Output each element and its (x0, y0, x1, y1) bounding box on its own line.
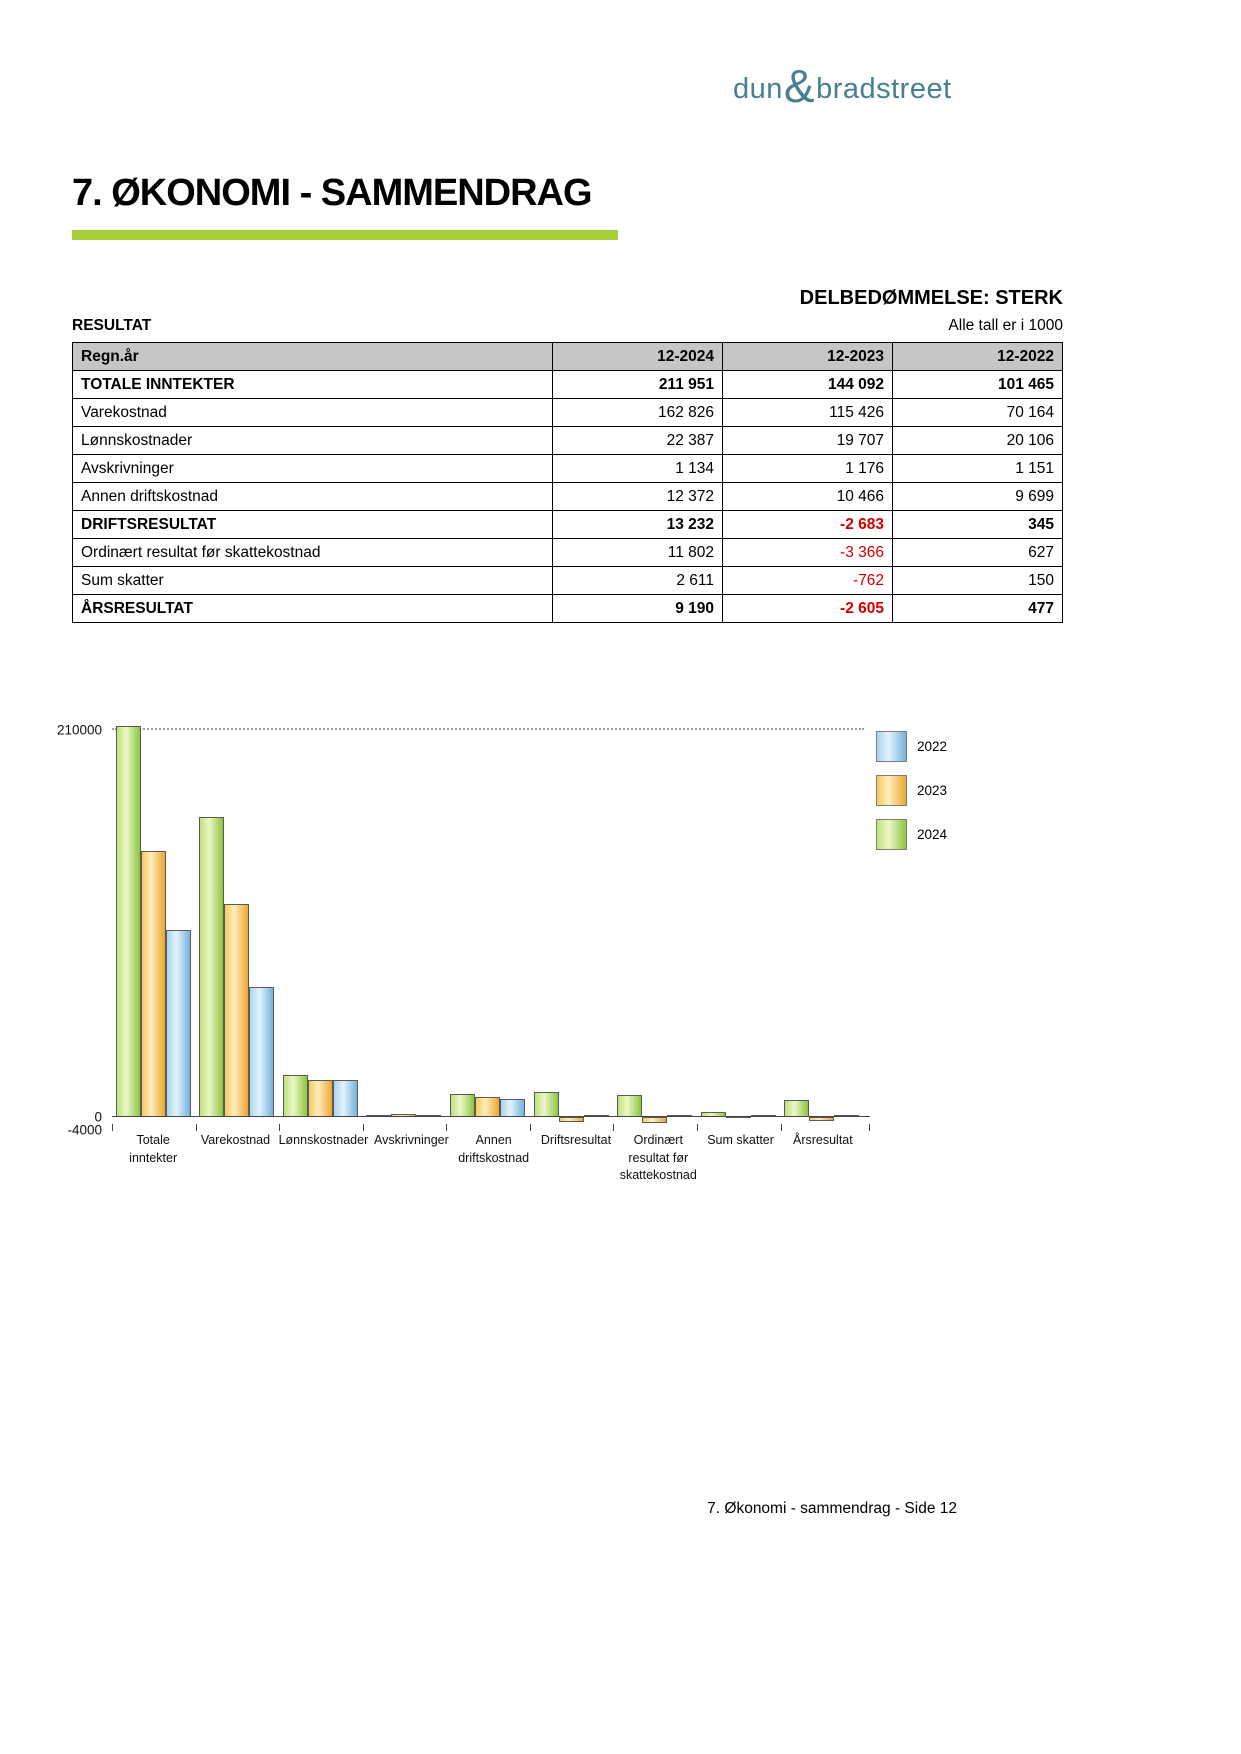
bar-2023-col2 (224, 904, 249, 1117)
bar-2022-col1 (166, 930, 191, 1117)
row-label: Avskrivninger (73, 455, 553, 483)
bar-2024-col7 (617, 1095, 642, 1117)
logo-text-dun: dun (733, 72, 783, 105)
row-value: 70 164 (893, 399, 1063, 427)
row-value: 1 151 (893, 455, 1063, 483)
rowlabel-column-header: Regn.år (73, 343, 553, 371)
row-value: 115 426 (723, 399, 893, 427)
x-axis-tick (279, 1124, 280, 1131)
row-value: 477 (893, 595, 1063, 623)
bar-2023-col3 (308, 1080, 333, 1116)
row-label: Sum skatter (73, 567, 553, 595)
bar-2024-col1 (116, 726, 141, 1117)
bar-2024-col9 (784, 1100, 809, 1117)
table-row (73, 399, 1063, 427)
table-row (73, 483, 1063, 511)
row-label: Ordinært resultat før skattekostnad (73, 539, 553, 567)
table-row (73, 595, 1063, 623)
bar-chart (56, 722, 864, 1138)
row-value: 12 372 (553, 483, 723, 511)
dun-bradstreet-logo (733, 60, 952, 112)
legend-label: 2023 (917, 783, 948, 798)
table-row (73, 427, 1063, 455)
x-axis-category-label: Sum skatter (707, 1133, 774, 1147)
page-footer: 7. Økonomi - sammendrag - Side 12 (707, 1500, 957, 1517)
bar-2024-col2 (199, 817, 224, 1117)
x-axis-category-label: Driftsresultat (540, 1133, 612, 1147)
table-header-row (73, 343, 1063, 371)
row-value: 13 232 (553, 511, 723, 539)
x-axis-tick (112, 1124, 113, 1131)
x-axis-tick (613, 1124, 614, 1131)
row-value: 20 106 (893, 427, 1063, 455)
financial-results-table (72, 342, 1063, 623)
legend-label: 2022 (917, 739, 948, 754)
y-axis-label: 210000 (56, 722, 102, 738)
year-column-header: 12-2022 (893, 343, 1063, 371)
x-axis-category-label: Lønnskostnader (278, 1133, 369, 1147)
table-row (73, 539, 1063, 567)
row-label: ÅRSRESULTAT (73, 595, 553, 623)
bar-group (697, 726, 781, 1124)
row-value: -2 605 (723, 595, 893, 623)
bar-group (112, 726, 196, 1124)
x-axis-tick (869, 1124, 870, 1131)
legend-swatch-2023 (876, 775, 907, 806)
bar-2024-col3 (283, 1075, 308, 1116)
bar-group (613, 726, 697, 1124)
bar-2023-col9 (809, 1117, 834, 1122)
units-note: Alle tall er i 1000 (948, 317, 1063, 334)
bar-group (446, 726, 530, 1124)
x-axis-tick (697, 1124, 698, 1131)
legend-swatch-2024 (876, 819, 907, 850)
x-axis-category-label: Årsresultat (792, 1133, 853, 1147)
table-row (73, 567, 1063, 595)
bar-2023-col1 (141, 851, 166, 1117)
row-value: -3 366 (723, 539, 893, 567)
y-axis-label: 0 (94, 1109, 102, 1125)
row-value: 345 (893, 511, 1063, 539)
x-axis-tick (781, 1124, 782, 1131)
row-label: DRIFTSRESULTAT (73, 511, 553, 539)
bar-group (781, 726, 865, 1124)
legend-label: 2024 (917, 827, 948, 842)
bar-group (196, 726, 280, 1124)
row-value: 19 707 (723, 427, 893, 455)
bar-2022-col5 (500, 1099, 525, 1117)
x-axis-category-label: Varekostnad (200, 1133, 271, 1147)
title-underline-bar (72, 230, 618, 240)
row-value: 1 134 (553, 455, 723, 483)
bar-group (530, 726, 614, 1124)
x-axis-category-label: Totale inntekter (129, 1133, 178, 1165)
row-value: -2 683 (723, 511, 893, 539)
x-axis-tick (446, 1124, 447, 1131)
page-title: 7. ØKONOMI - SAMMENDRAG (72, 172, 592, 214)
row-label: Annen driftskostnad (73, 483, 553, 511)
legend-swatch-2022 (876, 731, 907, 762)
y-axis-label: -4000 (67, 1122, 102, 1138)
row-value: 150 (893, 567, 1063, 595)
logo-text-bradstreet: bradstreet (816, 72, 952, 105)
chart-legend (876, 731, 947, 863)
legend-item (876, 775, 947, 806)
bar-2024-col6 (534, 1092, 559, 1116)
year-column-header: 12-2023 (723, 343, 893, 371)
x-axis-tick (530, 1124, 531, 1131)
row-value: 2 611 (553, 567, 723, 595)
x-axis-category-label: Ordinært resultat før skattekostnad (619, 1133, 697, 1182)
row-value: 1 176 (723, 455, 893, 483)
row-label: Lønnskostnader (73, 427, 553, 455)
table-row (73, 455, 1063, 483)
year-column-header: 12-2024 (553, 343, 723, 371)
legend-item (876, 819, 947, 850)
bar-group (363, 726, 447, 1124)
bar-2022-col2 (249, 987, 274, 1116)
table-row (73, 371, 1063, 399)
row-value: 9 699 (893, 483, 1063, 511)
x-axis-tick (196, 1124, 197, 1131)
legend-item (876, 731, 947, 762)
table-subheader (72, 317, 1063, 335)
bar-2023-col6 (559, 1117, 584, 1122)
chart-x-axis-labels (112, 1132, 864, 1185)
bar-group (279, 726, 363, 1124)
ampersand-icon: & (783, 60, 816, 112)
row-value: 101 465 (893, 371, 1063, 399)
section-label: RESULTAT (72, 317, 152, 334)
row-value: -762 (723, 567, 893, 595)
row-label: Varekostnad (73, 399, 553, 427)
bar-2023-col7 (642, 1117, 667, 1123)
x-axis-tick (363, 1124, 364, 1131)
row-value: 162 826 (553, 399, 723, 427)
x-axis-category-label: Avskrivninger (373, 1133, 449, 1147)
table-row (73, 511, 1063, 539)
zero-axis-line (112, 1116, 870, 1117)
row-label: TOTALE INNTEKTER (73, 371, 553, 399)
row-value: 9 190 (553, 595, 723, 623)
rating-text: DELBEDØMMELSE: STERK (799, 287, 1063, 309)
row-value: 10 466 (723, 483, 893, 511)
bar-2023-col5 (475, 1097, 500, 1116)
row-value: 144 092 (723, 371, 893, 399)
row-value: 22 387 (553, 427, 723, 455)
bar-2024-col5 (450, 1094, 475, 1117)
row-value: 11 802 (553, 539, 723, 567)
row-value: 211 951 (553, 371, 723, 399)
row-value: 627 (893, 539, 1063, 567)
x-axis-category-label: Annen driftskostnad (458, 1133, 530, 1165)
bar-2022-col3 (333, 1080, 358, 1117)
